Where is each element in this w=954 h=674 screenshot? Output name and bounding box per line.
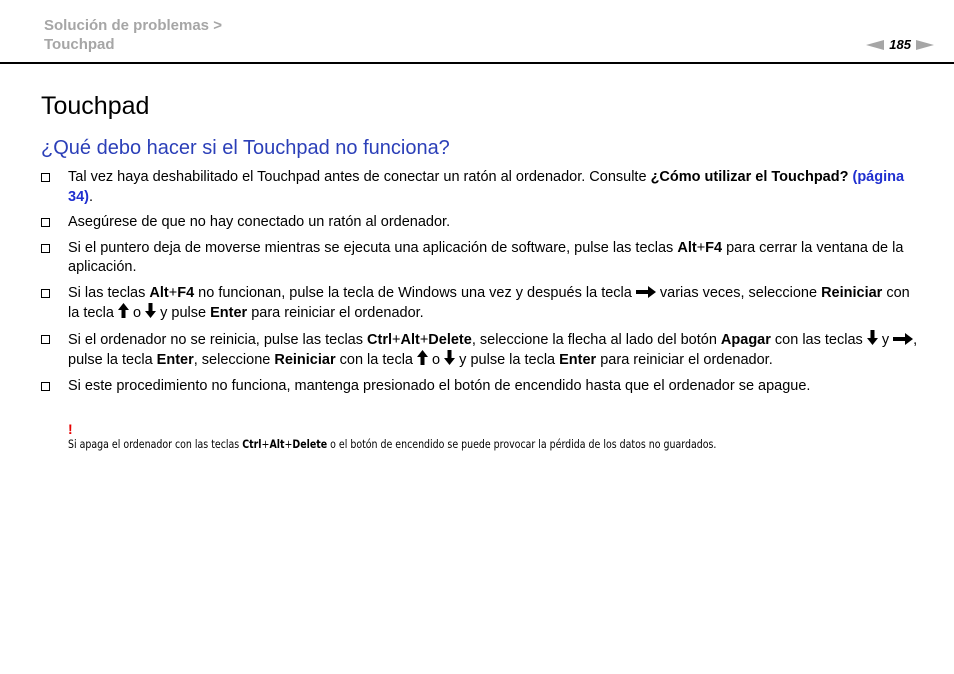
item-text: o	[128, 305, 146, 321]
key-name: Ctrl	[367, 331, 393, 348]
header-divider	[0, 62, 954, 64]
checkbox-bullet-icon	[41, 218, 50, 227]
list-item	[40, 284, 920, 324]
key-name: Alt	[677, 239, 697, 256]
key-plus: +	[284, 437, 293, 451]
warning-icon: !	[68, 421, 73, 437]
page-number: 185	[889, 37, 911, 52]
item-text: Si el puntero deja de moverse mientras se ejecuta una aplicación de software, pulse las teclas	[68, 239, 678, 256]
key-plus: +	[392, 331, 401, 348]
key-plus: +	[168, 284, 178, 301]
item-text: para cerrar la ventana de la aplicación.	[68, 239, 904, 275]
troubleshooting-list	[40, 168, 920, 396]
item-text: no funcionan, pulse la tecla de Windows una vez y después la tecla	[194, 284, 636, 301]
item-text: o	[428, 352, 445, 368]
arrow-up-icon	[417, 350, 428, 365]
item-text: y pulse	[156, 305, 211, 321]
key-name: Delete	[428, 331, 472, 348]
item-text: y	[877, 331, 894, 348]
checkbox-bullet-icon	[41, 289, 50, 298]
key-name: Alt	[149, 284, 169, 301]
checkbox-bullet-icon	[41, 335, 50, 344]
warning-note	[68, 422, 859, 452]
warning-text	[68, 437, 716, 452]
key-name: Reiniciar	[274, 352, 336, 368]
key-name: Enter	[210, 305, 248, 321]
arrow-right-icon	[636, 286, 656, 298]
checkbox-bullet-icon	[41, 382, 50, 391]
key-name: Reiniciar	[821, 284, 883, 301]
note-text: Si apaga el ordenador con las teclas	[68, 437, 243, 451]
item-text: .	[88, 188, 93, 205]
arrow-right-icon	[893, 333, 913, 345]
item-text: Asegúrese de que no hay conectado un ratón al ordenador.	[68, 214, 451, 230]
item-text: Si las teclas	[68, 284, 150, 301]
list-item	[40, 168, 920, 207]
key-plus: +	[261, 437, 270, 451]
list-item	[40, 213, 920, 233]
item-text: con las teclas	[770, 331, 867, 348]
list-item	[40, 330, 920, 371]
breadcrumb-page[interactable]: Touchpad	[44, 36, 115, 53]
arrow-down-icon	[444, 350, 455, 365]
key-name: Ctrl	[242, 437, 262, 451]
item-text: Si el ordenador no se reinicia, pulse las teclas	[68, 331, 368, 348]
item-text: Tal vez haya deshabilitado el Touchpad antes de conectar un ratón al ordenador. Consulte	[68, 169, 651, 185]
checkbox-bullet-icon	[41, 173, 50, 182]
checkbox-bullet-icon	[41, 244, 50, 253]
item-text: y pulse la tecla	[455, 352, 560, 368]
next-page-icon[interactable]	[916, 40, 934, 50]
key-name: Alt	[400, 331, 420, 348]
key-name: Delete	[292, 437, 328, 451]
item-reference: ¿Cómo utilizar el Touchpad?	[650, 169, 849, 185]
key-name: Enter	[559, 352, 597, 368]
arrow-down-icon	[867, 330, 878, 345]
item-text: para reiniciar el ordenador.	[596, 352, 773, 368]
key-name: Enter	[156, 352, 194, 368]
item-text: , seleccione la flecha al lado del botón	[471, 331, 721, 348]
item-text: para reiniciar el ordenador.	[247, 305, 424, 321]
note-text: o el botón de encendido se puede provocar la pérdida de los datos no guardados.	[327, 437, 717, 451]
breadcrumb-section[interactable]: Solución de problemas >	[44, 17, 222, 34]
page-reference-link[interactable]: (página 34)	[68, 169, 905, 205]
section-heading: ¿Qué debo hacer si el Touchpad no funciona?	[41, 137, 450, 159]
list-item	[40, 377, 920, 397]
item-text: con la tecla	[68, 284, 910, 321]
item-text: varias veces, seleccione	[655, 284, 822, 301]
key-name: Alt	[269, 437, 285, 451]
list-item	[40, 239, 920, 278]
page-navigation	[866, 37, 934, 52]
key-plus: +	[419, 331, 429, 348]
arrow-down-icon	[145, 303, 156, 318]
key-name: Apagar	[720, 331, 771, 348]
key-name: F4	[177, 284, 195, 301]
item-text: , seleccione	[193, 352, 275, 368]
breadcrumb	[44, 16, 222, 54]
page-title: Touchpad	[41, 92, 150, 120]
arrow-up-icon	[118, 303, 129, 318]
item-text: , pulse la tecla	[68, 331, 918, 368]
previous-page-icon[interactable]	[866, 40, 884, 50]
item-text: con la tecla	[335, 352, 418, 368]
item-text: Si este procedimiento no funciona, mantenga presionado el botón de encendido hasta que el ordenador se apague.	[68, 377, 811, 394]
key-plus: +	[696, 239, 706, 256]
key-name: F4	[705, 239, 723, 256]
